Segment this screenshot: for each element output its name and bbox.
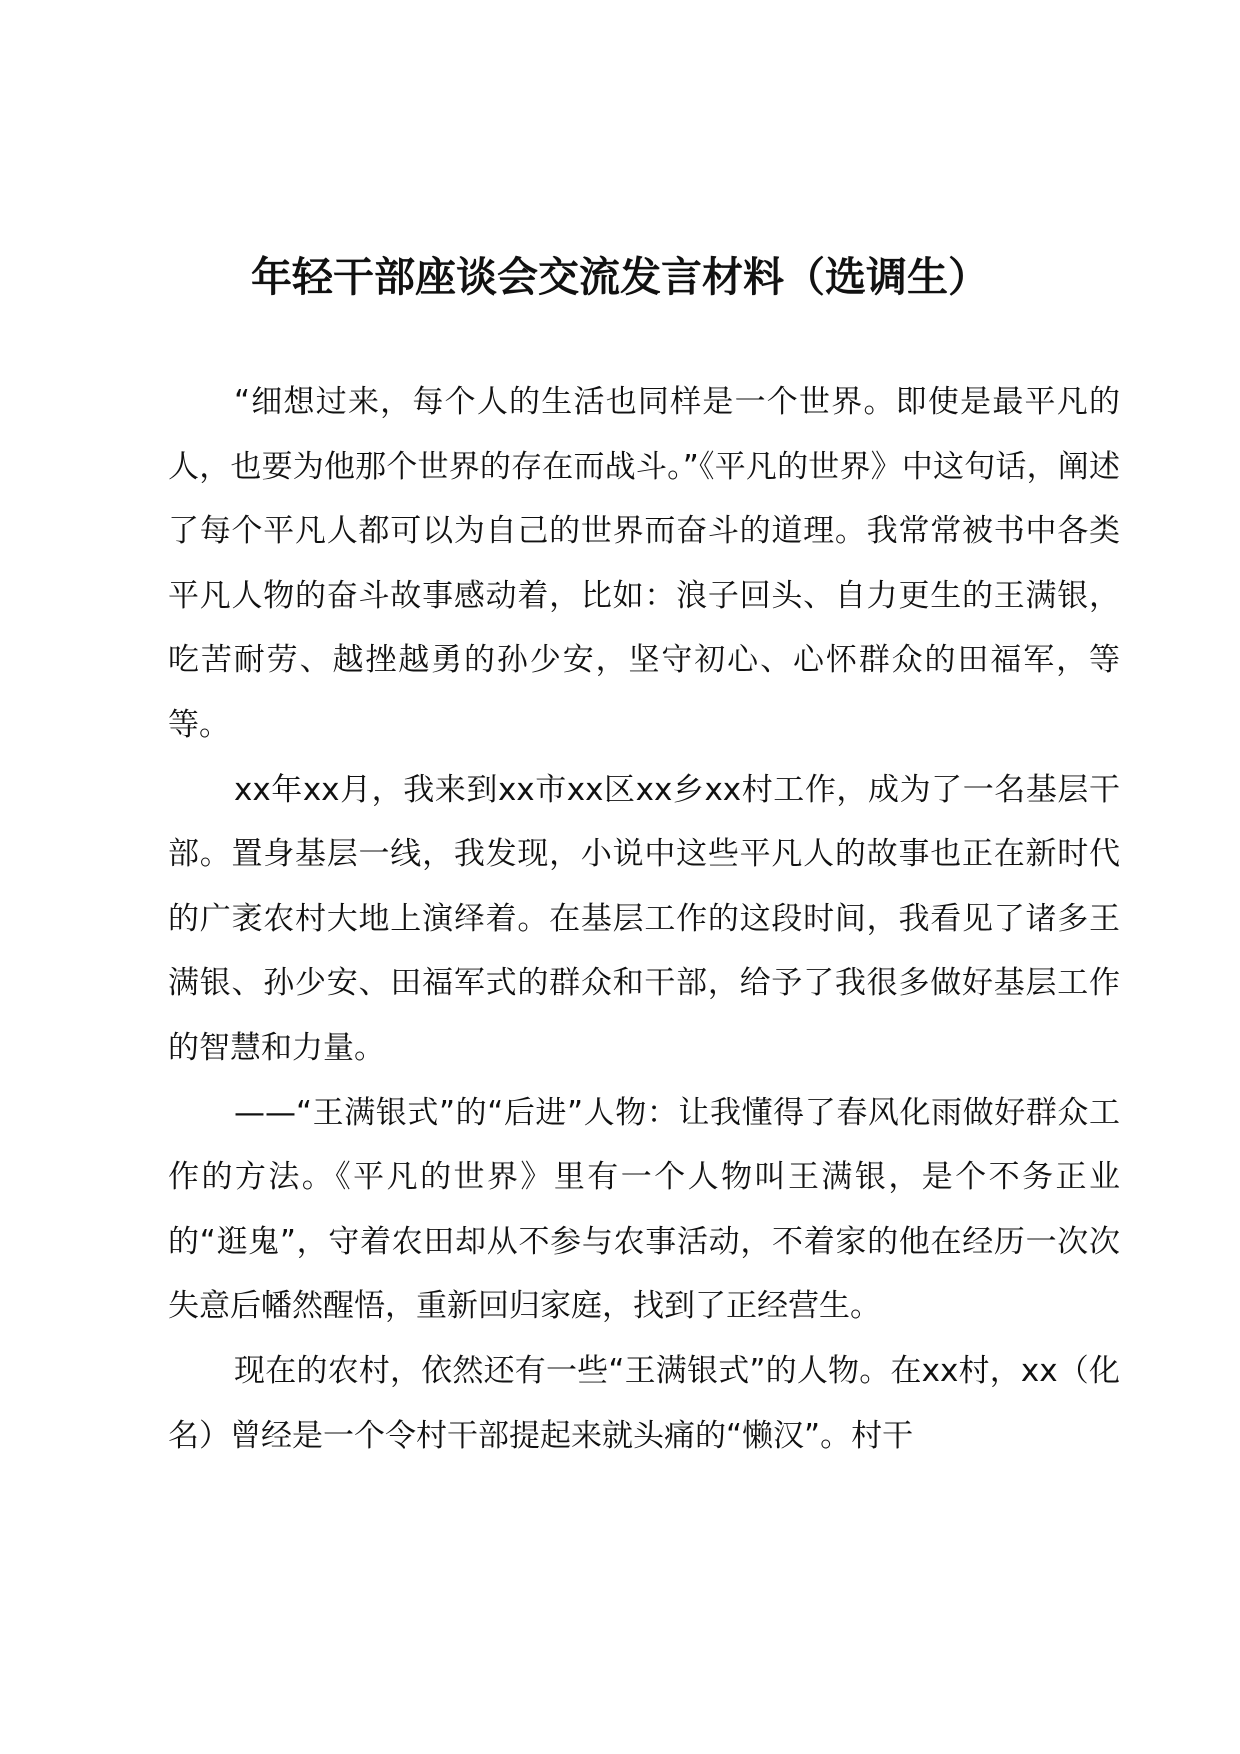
paragraph-2: xx年xx月，我来到xx市xx区xx乡xx村工作，成为了一名基层干部。置身基层一线，我发现，小说中这些平凡人的故事也正在新时代的广袤农村大地上演绎着。在基层工作的这段时间，我看见了诸多王满银、孙少安、田福军式的群众和干部，给予了我很多做好基层工作的智慧和力量。	[168, 771, 1120, 1066]
paragraph-4: 现在的农村，依然还有一些“王满银式”的人物。在xx村，xx（化名）曾经是一个令村干部提起来就头痛的“懒汉”。村干	[168, 1352, 1120, 1454]
document-body	[168, 370, 1120, 1468]
paragraph-3: ——“王满银式”的“后进”人物：让我懂得了春风化雨做好群众工作的方法。《平凡的世界》里有一个人物叫王满银，是个不务正业的“逛鬼”，守着农田却从不参与农事活动，不着家的他在经历一次次失意后幡然醒悟，重新回归家庭，找到了正经营生。	[168, 1094, 1120, 1325]
document-title: 年轻干部座谈会交流发言材料（选调生）	[251, 253, 989, 301]
paragraph-1: “细想过来，每个人的生活也同样是一个世界。即使是最平凡的人，也要为他那个世界的存在而战斗。”《平凡的世界》中这句话，阐述了每个平凡人都可以为自己的世界而奋斗的道理。我常常被书中各类平凡人物的奋斗故事感动着，比如：浪子回头、自力更生的王满银，吃苦耐劳、越挫越勇的孙少安，坚守初心、心怀群众的田福军，等等。	[168, 384, 1120, 743]
